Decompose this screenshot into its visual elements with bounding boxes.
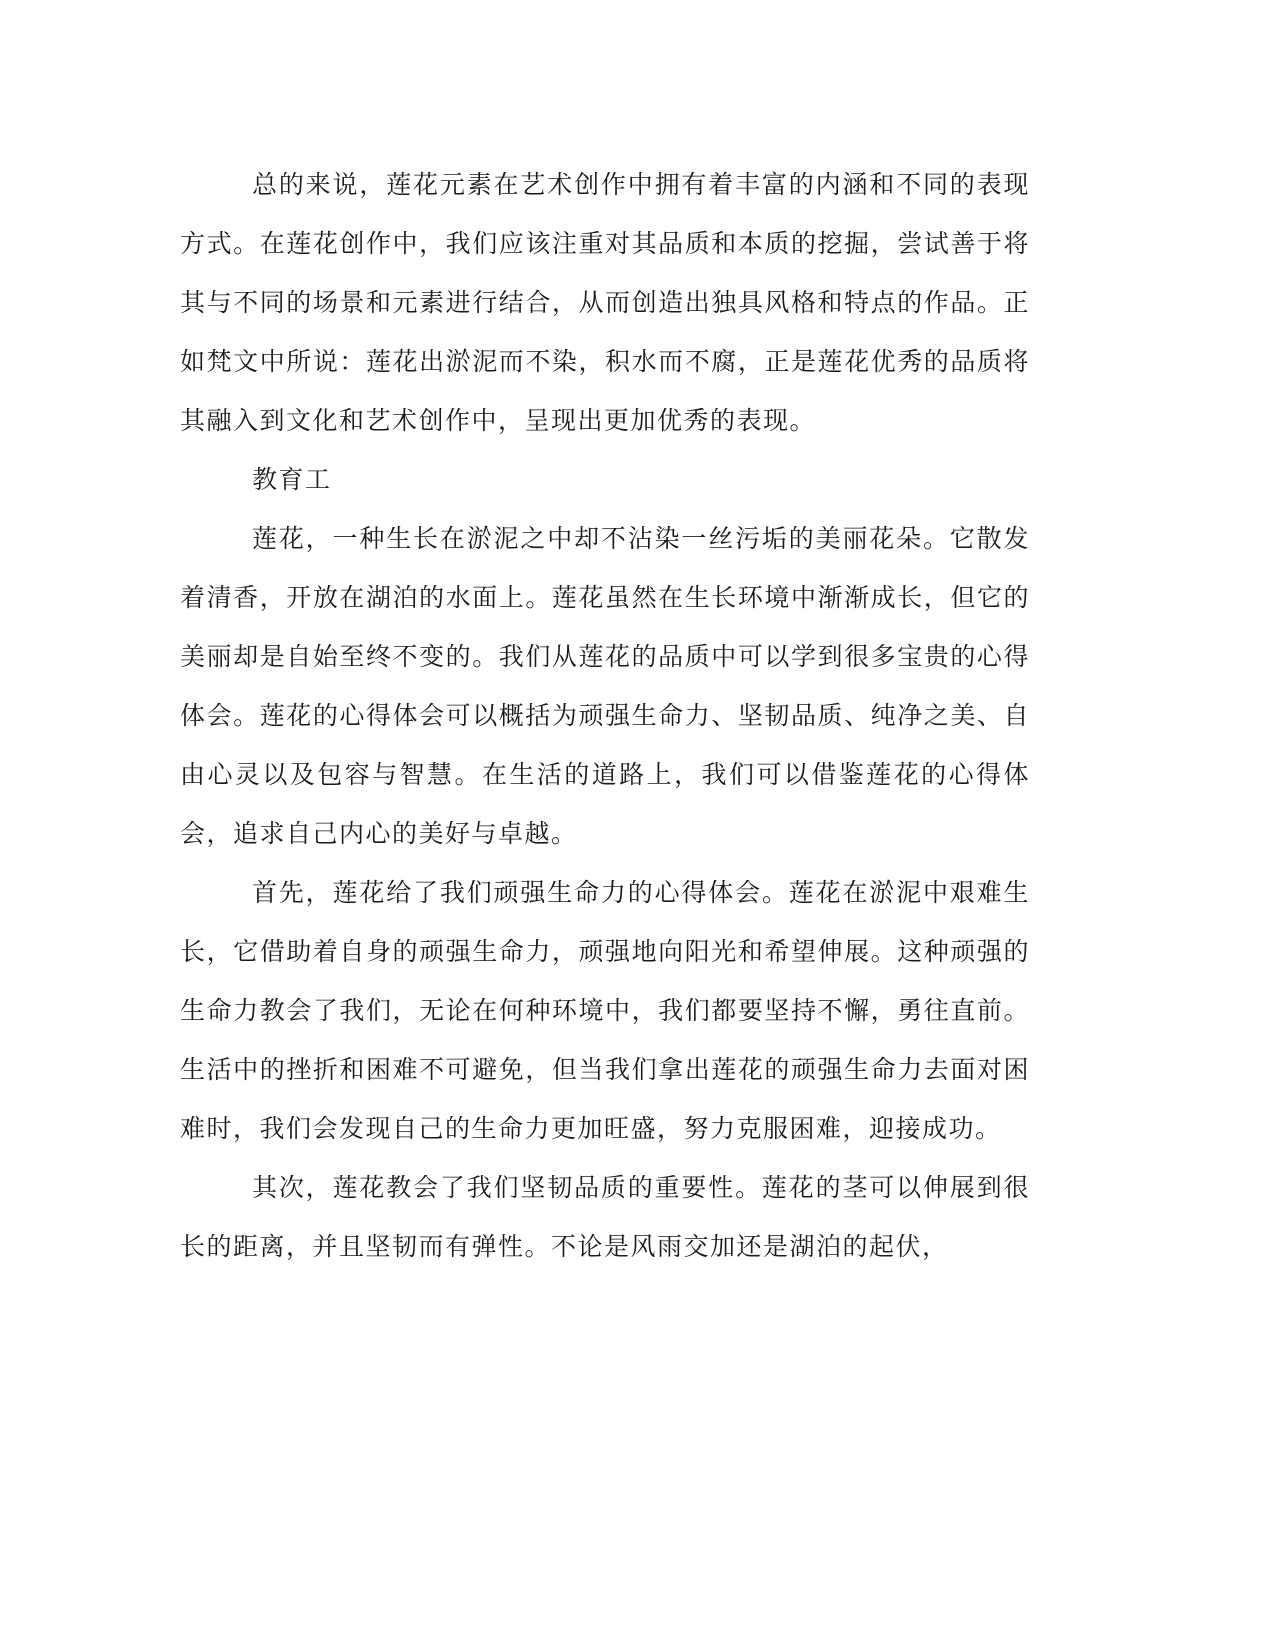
paragraph-summary: 总的来说，莲花元素在艺术创作中拥有着丰富的内涵和不同的表现方式。在莲花创作中，我们应该注重对其品质和本质的挖掘，尝试善于将其与不同的场景和元素进行结合，从而创造出独具风格和特点的作品。正如梵文中所说：莲花出淤泥而不染，积水而不腐，正是莲花优秀的品质将其融入到文化和艺术创作中，呈现出更加优秀的表现。 [180,170,1030,435]
paragraph-heading-fragment: 教育工 [252,465,332,494]
paragraph-first-point: 首先，莲花给了我们顽强生命力的心得体会。莲花在淤泥中艰难生长，它借助着自身的顽强生命力，顽强地向阳光和希望伸展。这种顽强的生命力教会了我们，无论在何种环境中，我们都要坚持不懈，勇往直前。生活中的挫折和困难不可避免，但当我们拿出莲花的顽强生命力去面对困难时，我们会发现自己的生命力更加旺盛，努力克服困难，迎接成功。 [180,878,1030,1143]
document-body [180,155,1030,1276]
paragraph-second-point: 其次，莲花教会了我们坚韧品质的重要性。莲花的茎可以伸展到很长的距离，并且坚韧而有弹性。不论是风雨交加还是湖泊的起伏， [180,1173,1030,1261]
paragraph-intro: 莲花，一种生长在淤泥之中却不沾染一丝污垢的美丽花朵。它散发着清香，开放在湖泊的水面上。莲花虽然在生长环境中渐渐成长，但它的美丽却是自始至终不变的。我们从莲花的品质中可以学到很多宝贵的心得体会。莲花的心得体会可以概括为顽强生命力、坚韧品质、纯净之美、自由心灵以及包容与智慧。在生活的道路上，我们可以借鉴莲花的心得体会，追求自己内心的美好与卓越。 [180,524,1030,848]
